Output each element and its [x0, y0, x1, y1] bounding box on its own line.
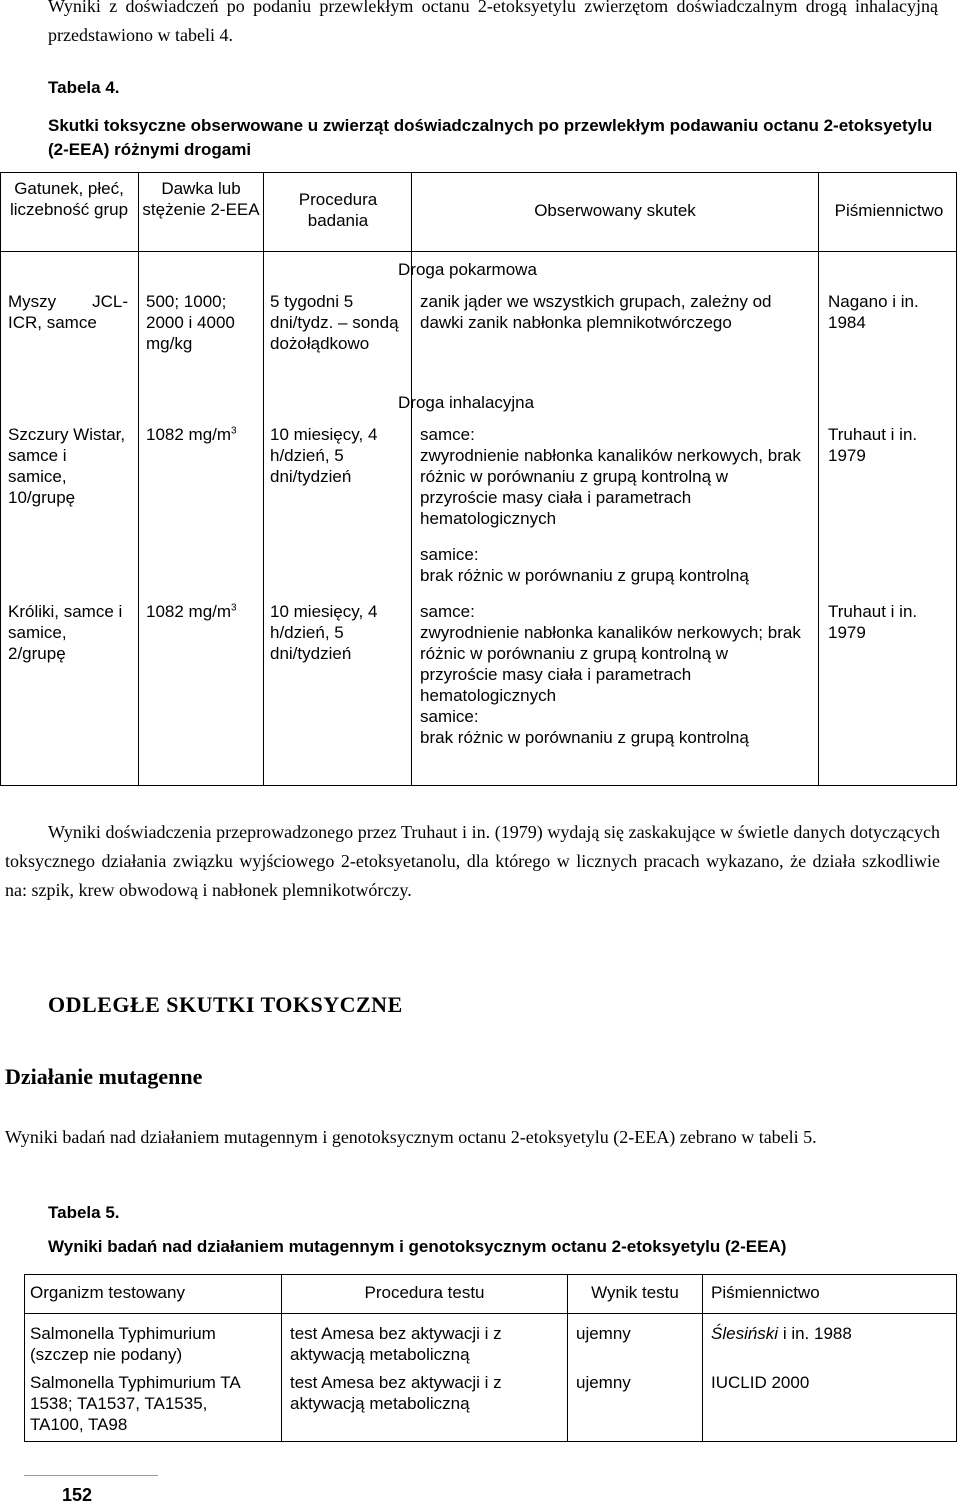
t5-header-references: Piśmiennictwo [711, 1283, 820, 1302]
intro-paragraph: Wyniki z doświadczeń po podaniu przewlekłym octanu 2-etoksyetylu zwierzętom doświadczalnym drogą inhalacyjną przedstawiono w tabeli 4. [48, 0, 938, 45]
section-oral: Droga pokarmowa [398, 260, 537, 279]
row2-effect-females: samice: brak różnic w porównaniu z grupą kontrolną [420, 545, 749, 585]
row1-effect: zanik jąder we wszystkich grupach, zależny od dawki zanik nabłonka plemnikotwórczego [420, 292, 772, 332]
paragraph-truhaut: Wyniki doświadczenia przeprowadzonego przez Truhaut i in. (1979) wydają się zaskakujące w świetle danych dotyczących toksycznego działania związku wyjściowego 2-etoksyetanolu, dla którego w licznych pracach wykazano, że działa szkodliwie na: szpik, krew obwodową i nabłonek plemnikotwórczy. [5, 822, 940, 900]
row3-procedure: 10 miesięcy, 4 h/dzień, 5 dni/tydzień [270, 602, 378, 663]
header-dose: Dawka lub stężenie 2-EEA [142, 179, 260, 219]
row1-procedure: 5 tygodni 5 dni/tydz. – sondą dożołądkowo [270, 292, 399, 353]
t5-row1-procedure: test Amesa bez aktywacji i z aktywacją metaboliczną [290, 1324, 502, 1364]
row1-dose: 500; 1000; 2000 i 4000 mg/kg [146, 292, 235, 353]
row3-reference: Truhaut i in. 1979 [828, 602, 918, 642]
t5-row1-reference: Ślesiński i in. 1988 [711, 1324, 852, 1343]
t5-row2-procedure: test Amesa bez aktywacji i z aktywacją metaboliczną [290, 1373, 502, 1413]
row1-species: Myszy JCL-ICR, samce [8, 292, 128, 332]
row1-reference: Nagano i in. 1984 [828, 292, 919, 332]
t5-header-result: Wynik testu [591, 1283, 679, 1302]
table5-label: Tabela 5. [48, 1203, 120, 1222]
heading-mutagenic-action: Działanie mutagenne [5, 1064, 203, 1089]
footer-rule [24, 1475, 158, 1476]
t5-header-procedure: Procedura testu [364, 1283, 485, 1302]
row3-effect: samce: zwyrodnienie nabłonka kanalików nerkowych; brak różnic w porównaniu z grupą kontrolną w przyroście masy ciała i parametrach hematologicznych samice: brak różnic w porównaniu z grupą kontrolną [420, 602, 801, 747]
row2-reference: Truhaut i in. 1979 [828, 425, 918, 465]
header-effect: Obserwowany skutek [534, 201, 696, 220]
header-procedure: Procedura badania [298, 190, 378, 230]
row2-dose: 1082 $mg/m^3$ [146, 425, 237, 444]
table5-caption: Wyniki badań nad działaniem mutagennym i genotoksycznym octanu 2-etoksyetylu (2-EEA) [48, 1237, 787, 1256]
t5-row1-result: ujemny [576, 1324, 631, 1343]
table4-label: Tabela 4. [48, 78, 120, 97]
t5-row2-result: ujemny [576, 1373, 631, 1392]
t5-row2-organism: Salmonella Typhimurium TA 1538; TA1537, TA1535, TA100, TA98 [30, 1373, 240, 1434]
section-inhalation: Droga inhalacyjna [398, 393, 535, 412]
paragraph-table5-intro: Wyniki badań nad działaniem mutagennym i genotoksycznym octanu 2-etoksyetylu (2-EEA) zebrano w tabeli 5. [5, 1127, 817, 1147]
row2-species: Szczury Wistar, samce i samice, 10/grupę [8, 425, 126, 507]
row2-effect-males: samce: zwyrodnienie nabłonka kanalików nerkowych, brak różnic w porównaniu z grupą kontrolną w przyroście masy ciała i parametrach hematologicznych [420, 425, 801, 528]
page-number: 152 [62, 1485, 93, 1505]
table4-caption: Skutki toksyczne obserwowane u zwierząt doświadczalnych po przewlekłym podawaniu octanu 2-etoksyetylu (2-EEA) różnymi drogami [48, 116, 933, 159]
header-species: Gatunek, płeć, liczebność grup [9, 179, 129, 219]
row3-dose: 1082 $mg/m^3$ [146, 602, 237, 621]
t5-header-organism: Organizm testowany [30, 1283, 185, 1302]
row2-procedure: 10 miesięcy, 4 h/dzień, 5 dni/tydzień [270, 425, 378, 486]
row3-species: Króliki, samce i samice, 2/grupę [8, 602, 123, 663]
heading-long-term-effects: ODLEGŁE SKUTKI TOKSYCZNE [48, 992, 403, 1017]
t5-row1-organism: Salmonella Typhimurium (szczep nie podany) [30, 1324, 216, 1364]
header-references: Piśmiennictwo [834, 201, 944, 220]
t5-row2-reference: IUCLID 2000 [711, 1373, 810, 1392]
